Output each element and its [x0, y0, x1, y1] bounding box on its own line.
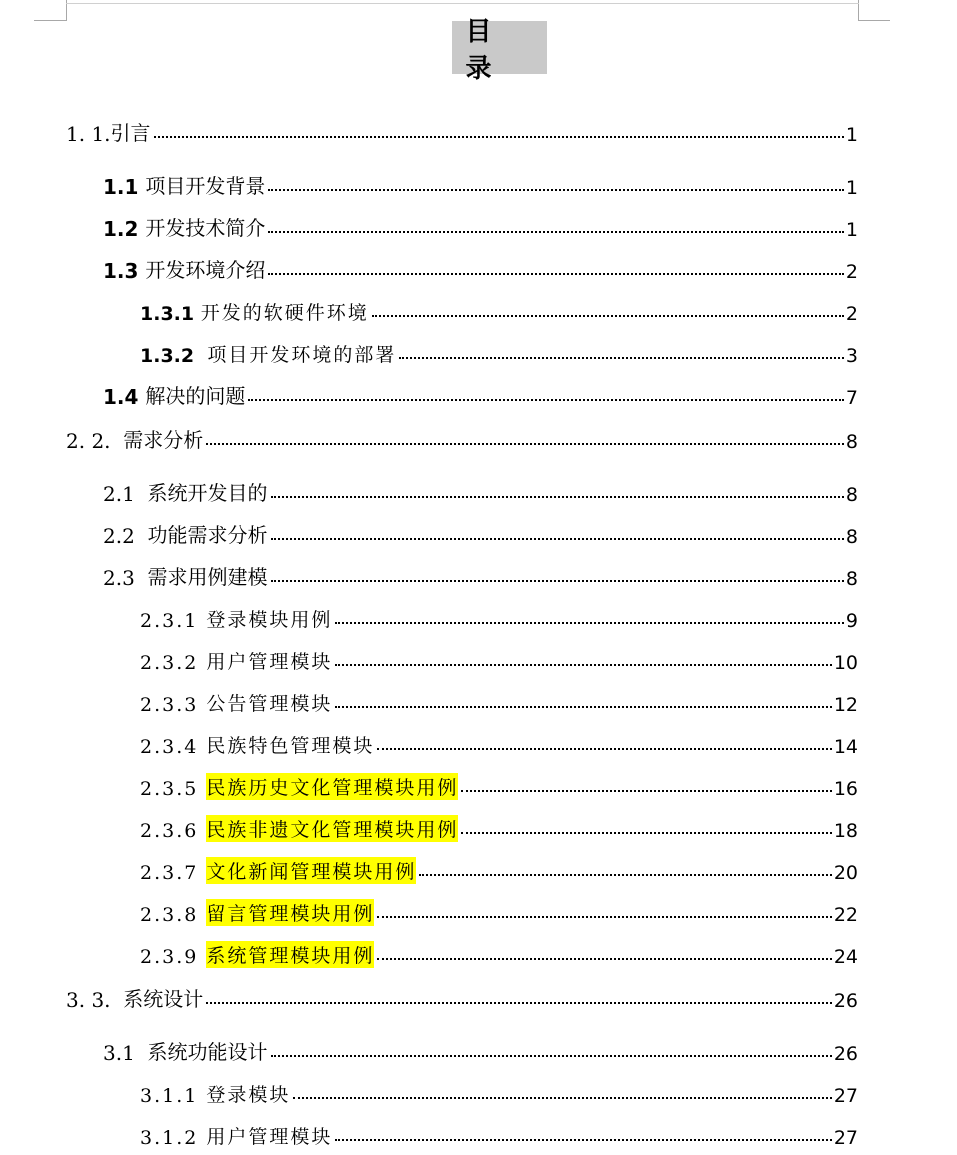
entry-page-number: 8 [845, 431, 858, 453]
toc-entry[interactable] [103, 249, 858, 283]
toc-entry[interactable] [140, 640, 858, 674]
entry-text: 系统功能设计 [147, 1040, 268, 1064]
toc-entry[interactable] [140, 1115, 858, 1149]
entry-text: 需求用例建模 [147, 565, 268, 589]
entry-number: 2.2 [103, 524, 148, 548]
toc-entry[interactable] [140, 598, 858, 632]
dot-leader [419, 874, 831, 876]
entry-number: 2.3 [103, 566, 148, 590]
entry-number: 2. 2. [66, 429, 124, 453]
dot-leader [335, 1139, 831, 1141]
dot-leader [154, 136, 844, 138]
entry-page-number: 8 [845, 484, 858, 506]
entry-number: 2.3.7 [140, 862, 207, 884]
dot-leader [335, 664, 831, 666]
entry-page-number: 1 [845, 219, 858, 241]
toc-entry[interactable] [140, 808, 858, 842]
dot-leader [399, 357, 844, 359]
dot-leader [271, 580, 844, 582]
toc-entry[interactable] [103, 556, 858, 590]
toc-entry[interactable] [140, 934, 858, 968]
toc-entry[interactable] [103, 165, 858, 199]
toc-entry[interactable] [140, 724, 858, 758]
entry-page-number: 1 [845, 177, 858, 199]
entry-text: 开发的软硬件环境 [200, 302, 369, 324]
dot-leader [271, 496, 844, 498]
highlighted-entry-text: 系统管理模块用例 [206, 941, 374, 968]
entry-number: 1.1 [103, 175, 146, 199]
entry-text: 用户管理模块 [206, 1126, 333, 1148]
entry-text: 用户管理模块 [206, 651, 333, 673]
entry-page-number: 2 [845, 261, 858, 283]
crop-mark-right-horizontal [858, 20, 890, 21]
entry-number: 2.1 [103, 482, 148, 506]
entry-page-number: 16 [833, 778, 858, 800]
entry-number: 2.3.1 [140, 610, 207, 632]
toc-entry[interactable] [140, 1073, 858, 1107]
entry-page-number: 14 [833, 736, 858, 758]
highlighted-entry-text: 民族历史文化管理模块用例 [206, 773, 458, 800]
entry-page-number: 2 [845, 303, 858, 325]
dot-leader [206, 443, 844, 445]
entry-number: 1. 1. [66, 122, 111, 146]
toc-entry[interactable] [140, 766, 858, 800]
entry-number: 1.3 [103, 259, 146, 283]
entry-text: 系统设计 [123, 987, 204, 1011]
toc-entry[interactable] [140, 892, 858, 926]
entry-number: 1.2 [103, 217, 146, 241]
entry-page-number: 27 [833, 1085, 858, 1107]
dot-leader [377, 958, 831, 960]
entry-number: 2.3.2 [140, 652, 207, 674]
entry-text: 引言 [110, 121, 151, 145]
entry-page-number: 26 [833, 1043, 858, 1065]
entry-text: 登录模块用例 [206, 609, 333, 631]
toc-entry[interactable] [140, 291, 858, 325]
toc-entry[interactable] [140, 333, 858, 367]
entry-number: 3. 3. [66, 988, 124, 1012]
entry-text: 登录模块 [206, 1084, 291, 1106]
dot-leader [461, 790, 831, 792]
dot-leader [268, 189, 844, 191]
highlighted-entry-text: 民族非遗文化管理模块用例 [206, 815, 458, 842]
entry-page-number: 20 [833, 862, 858, 884]
toc-entry[interactable] [103, 207, 858, 241]
entry-page-number: 9 [845, 610, 858, 632]
page-top-edge [66, 3, 859, 4]
entry-text: 解决的问题 [145, 384, 246, 408]
entry-text: 项目开发背景 [145, 174, 266, 198]
dot-leader [377, 748, 831, 750]
toc-entry[interactable] [103, 472, 858, 506]
entry-text: 项目开发环境的部署 [207, 344, 397, 366]
entry-page-number: 18 [833, 820, 858, 842]
dot-leader [206, 1002, 832, 1004]
entry-page-number: 8 [845, 568, 858, 590]
entry-page-number: 10 [833, 652, 858, 674]
entry-number: 2.3.8 [140, 904, 207, 926]
dot-leader [271, 538, 844, 540]
entry-page-number: 3 [845, 345, 858, 367]
toc-entry[interactable] [103, 1031, 858, 1065]
dot-leader [271, 1055, 832, 1057]
crop-mark-left-horizontal [34, 20, 67, 21]
entry-page-number: 8 [845, 526, 858, 548]
entry-number: 1.4 [103, 385, 146, 409]
dot-leader [461, 832, 831, 834]
toc-entry[interactable] [103, 375, 858, 409]
entry-number: 2.3.5 [140, 778, 207, 800]
entry-page-number: 22 [833, 904, 858, 926]
dot-leader [377, 916, 831, 918]
entry-number: 2.3.9 [140, 946, 207, 968]
entry-number: 2.3.4 [140, 736, 207, 758]
highlighted-entry-text: 文化新闻管理模块用例 [206, 857, 416, 884]
entry-page-number: 27 [833, 1127, 858, 1149]
entry-number: 3.1 [103, 1041, 148, 1065]
toc-entry[interactable] [103, 514, 858, 548]
dot-leader [268, 273, 844, 275]
entry-number: 2.3.6 [140, 820, 207, 842]
dot-leader [293, 1097, 831, 1099]
entry-page-number: 24 [833, 946, 858, 968]
entry-text: 功能需求分析 [147, 523, 268, 547]
entry-text: 公告管理模块 [206, 693, 333, 715]
toc-entry[interactable] [140, 850, 858, 884]
dot-leader [335, 622, 844, 624]
dot-leader [268, 231, 844, 233]
entry-text: 系统开发目的 [147, 481, 268, 505]
entry-number: 2.3.3 [140, 694, 207, 716]
entry-page-number: 7 [845, 387, 858, 409]
entry-page-number: 1 [845, 124, 858, 146]
entry-number: 1.3.2 [140, 345, 208, 367]
entry-number: 3.1.1 [140, 1085, 207, 1107]
entry-text: 开发技术简介 [145, 216, 266, 240]
dot-leader [248, 399, 844, 401]
toc-entry[interactable] [66, 419, 858, 453]
dot-leader [372, 315, 844, 317]
toc-entry[interactable] [66, 112, 858, 146]
toc-entry[interactable] [66, 978, 858, 1012]
entry-page-number: 12 [833, 694, 858, 716]
entry-number: 3.1.2 [140, 1127, 207, 1149]
toc-entry[interactable] [140, 682, 858, 716]
dot-leader [335, 706, 831, 708]
entry-page-number: 26 [833, 990, 858, 1012]
entry-number: 1.3.1 [140, 303, 201, 325]
highlighted-entry-text: 留言管理模块用例 [206, 899, 374, 926]
entry-text: 开发环境介绍 [145, 258, 266, 282]
entry-text: 民族特色管理模块 [206, 735, 375, 757]
toc-title: 目 录 [452, 21, 547, 74]
entry-text: 需求分析 [123, 428, 204, 452]
